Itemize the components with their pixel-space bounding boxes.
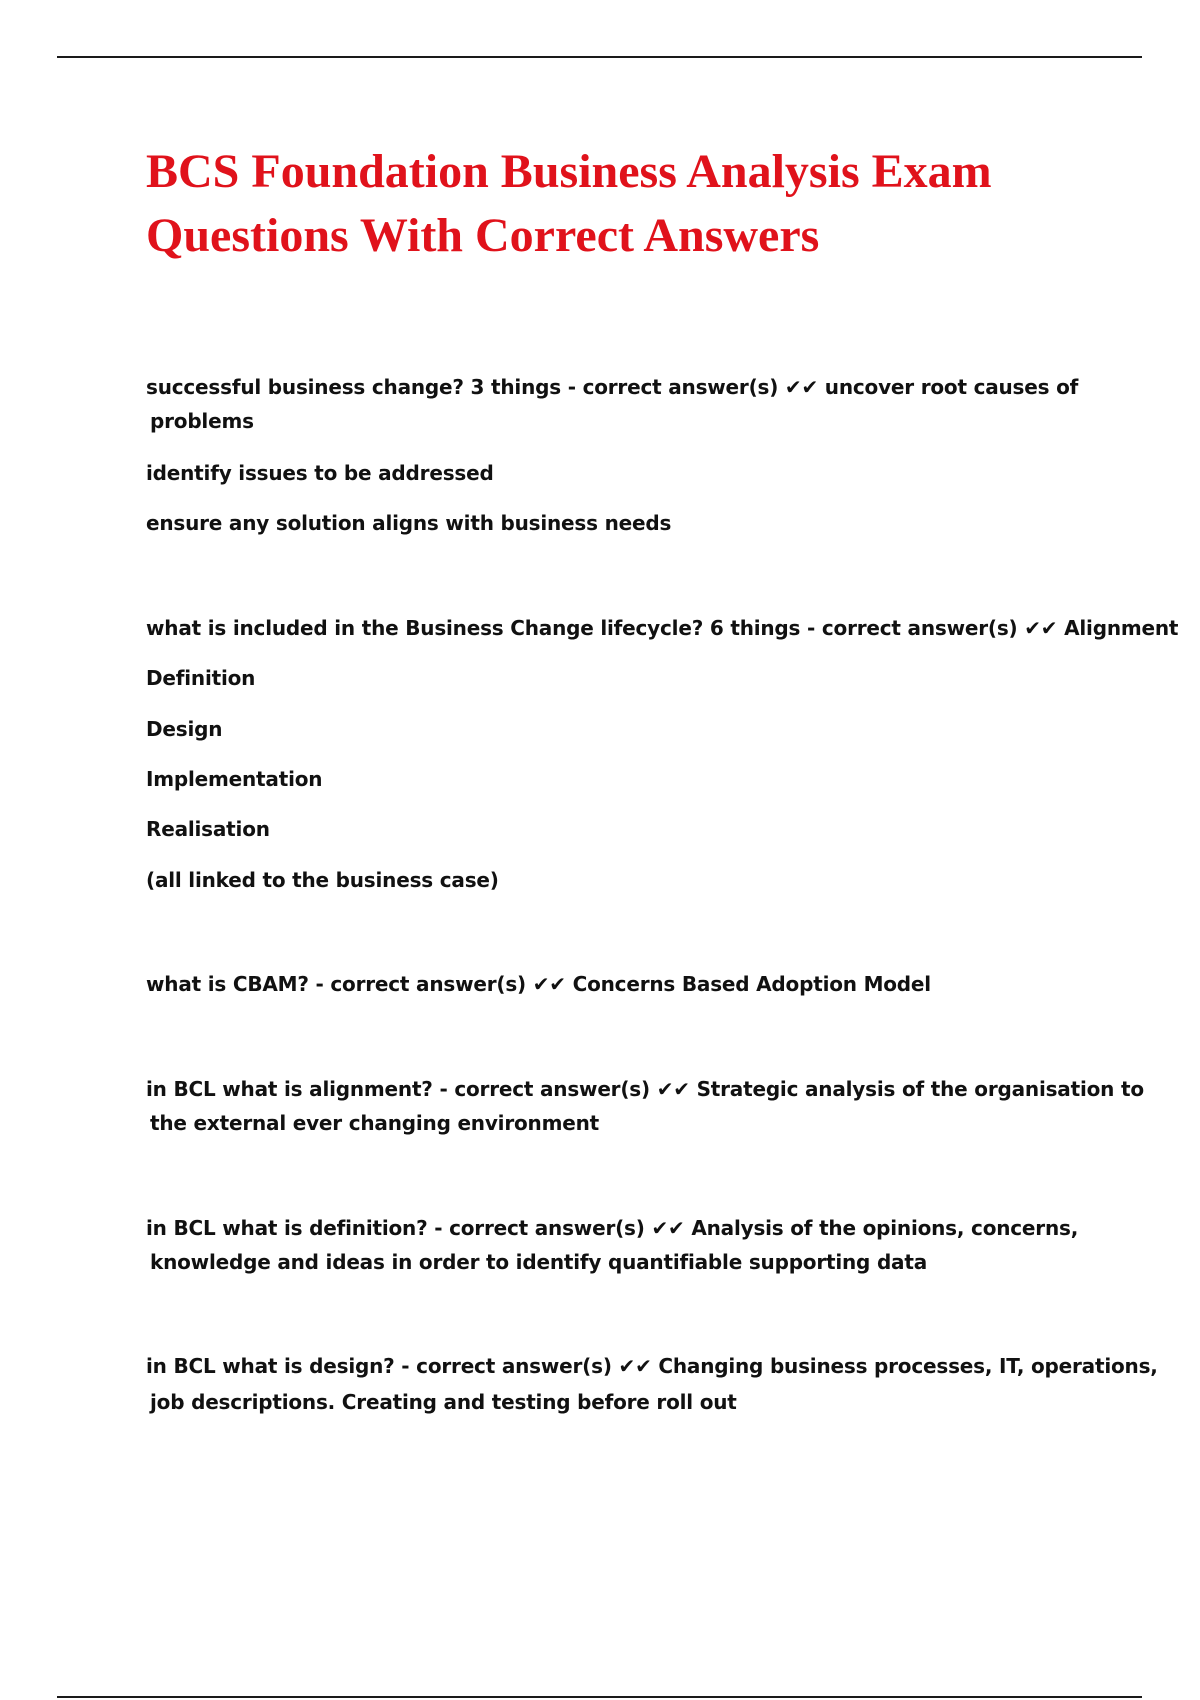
q1-answer-continuation: problems [150, 409, 254, 433]
q4-answer-continuation: the external ever changing environment [150, 1111, 599, 1135]
q5-question-line: in BCL what is definition? - correct answer(s) ✔✔ Analysis of the opinions, concerns, [146, 1216, 1079, 1240]
q2-answer-item: Design [146, 717, 223, 741]
q1-answer-item: identify issues to be addressed [146, 461, 494, 485]
q3-question-line: what is CBAM? - correct answer(s) ✔✔ Concerns Based Adoption Model [146, 972, 931, 996]
q4-question-line: in BCL what is alignment? - correct answer(s) ✔✔ Strategic analysis of the organisation to [146, 1077, 1144, 1101]
top-rule [57, 56, 1142, 58]
q2-answer-item: (all linked to the business case) [146, 868, 499, 892]
title-line-2: Questions With Correct Answers [146, 209, 820, 262]
q5-answer-continuation: knowledge and ideas in order to identify quantifiable supporting data [150, 1250, 928, 1274]
q2-answer-item: Implementation [146, 767, 323, 791]
title-line-1: BCS Foundation Business Analysis Exam [146, 145, 992, 198]
q6-question-line: in BCL what is design? - correct answer(s) ✔✔ Changing business processes, IT, operations, [146, 1354, 1158, 1378]
q2-question-line: what is included in the Business Change lifecycle? 6 things - correct answer(s) ✔✔ Alignment [146, 616, 1179, 640]
q2-answer-item: Definition [146, 666, 256, 690]
q6-answer-continuation: job descriptions. Creating and testing before roll out [150, 1390, 737, 1414]
document-title [146, 140, 1106, 268]
bottom-rule [57, 1696, 1142, 1698]
q1-answer-item: ensure any solution aligns with business needs [146, 511, 672, 535]
q1-question-line: successful business change? 3 things - correct answer(s) ✔✔ uncover root causes of [146, 375, 1079, 399]
q2-answer-item: Realisation [146, 817, 270, 841]
